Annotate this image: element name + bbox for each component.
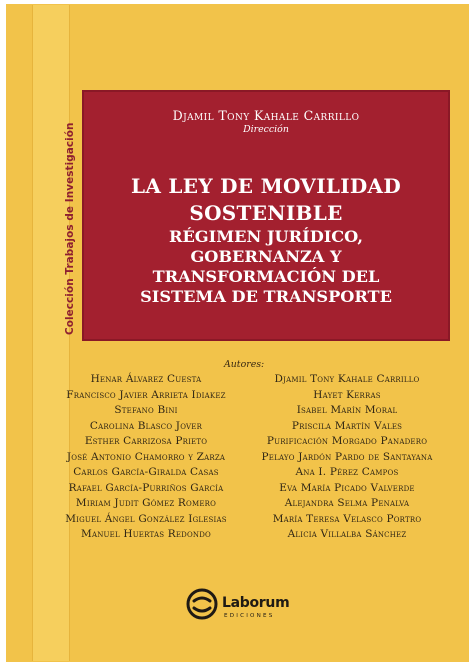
author-name: Hayet Kerras — [313, 388, 381, 401]
author-name: Alejandra Selma Penalva — [284, 497, 410, 509]
author-name: Francisco Javier Arrieta Idiakez — [66, 388, 226, 401]
director-name: Djamil Tony Kahale Carrillo — [172, 108, 360, 123]
director-role: Dirección — [243, 124, 289, 135]
title-box — [82, 90, 450, 341]
subtitle-line-4: SISTEMA DE TRANSPORTE — [140, 287, 392, 306]
author-name: Henar Álvarez Cuesta — [90, 373, 202, 385]
subtitle-line-3: TRANSFORMACIÓN DEL — [152, 267, 380, 286]
author-name: Isabel Marín Moral — [296, 404, 398, 416]
author-name: Miguel Ángel González Iglesias — [65, 512, 227, 525]
author-name: Manuel Huertas Redondo — [81, 528, 211, 540]
author-name: Alicia Villalba Sánchez — [287, 528, 407, 540]
publisher-logo — [186, 586, 290, 626]
author-name: Djamil Tony Kahale Carrillo — [274, 373, 420, 385]
author-name: Rafael García-Purriños García — [68, 481, 224, 494]
subtitle-line-1: RÉGIMEN JURÍDICO, — [169, 227, 363, 246]
author-name: Pelayo Jardón Pardo de Santayana — [261, 450, 433, 463]
authors-right-column — [238, 372, 456, 543]
authors-left-column — [58, 372, 234, 543]
author-name: Miriam Judit Gómez Romero — [75, 497, 217, 509]
book-title-line-2: SOSTENIBLE — [189, 201, 343, 225]
subtitle-line-2: GOBERNANZA Y — [190, 247, 342, 266]
author-name: José Antonio Chamorro y Zarza — [66, 450, 226, 463]
book-title-line-1: LA LEY DE MOVILIDAD — [130, 174, 402, 198]
author-name: Purificación Morgado Panadero — [266, 435, 428, 447]
author-name: Carolina Blasco Jover — [89, 419, 203, 432]
publisher-mark-icon — [186, 588, 218, 620]
collection-name: Colección Trabajos de Investigación — [64, 122, 76, 335]
publisher-name: Laborum — [222, 595, 290, 611]
author-name: Ana I. Pérez Campos — [295, 466, 399, 478]
publisher-subtitle: EDICIONES — [224, 613, 275, 619]
author-name: Eva María Picado Valverde — [279, 481, 415, 494]
book-cover — [6, 4, 469, 662]
authors-label: Autores: — [224, 359, 265, 370]
author-name: Esther Carrizosa Prieto — [84, 435, 208, 447]
author-name: Stefano Bini — [114, 404, 178, 416]
author-name: Priscila Martín Vales — [291, 419, 403, 432]
author-name: María Teresa Velasco Portro — [272, 512, 422, 525]
author-name: Carlos García-Giralda Casas — [73, 466, 219, 478]
